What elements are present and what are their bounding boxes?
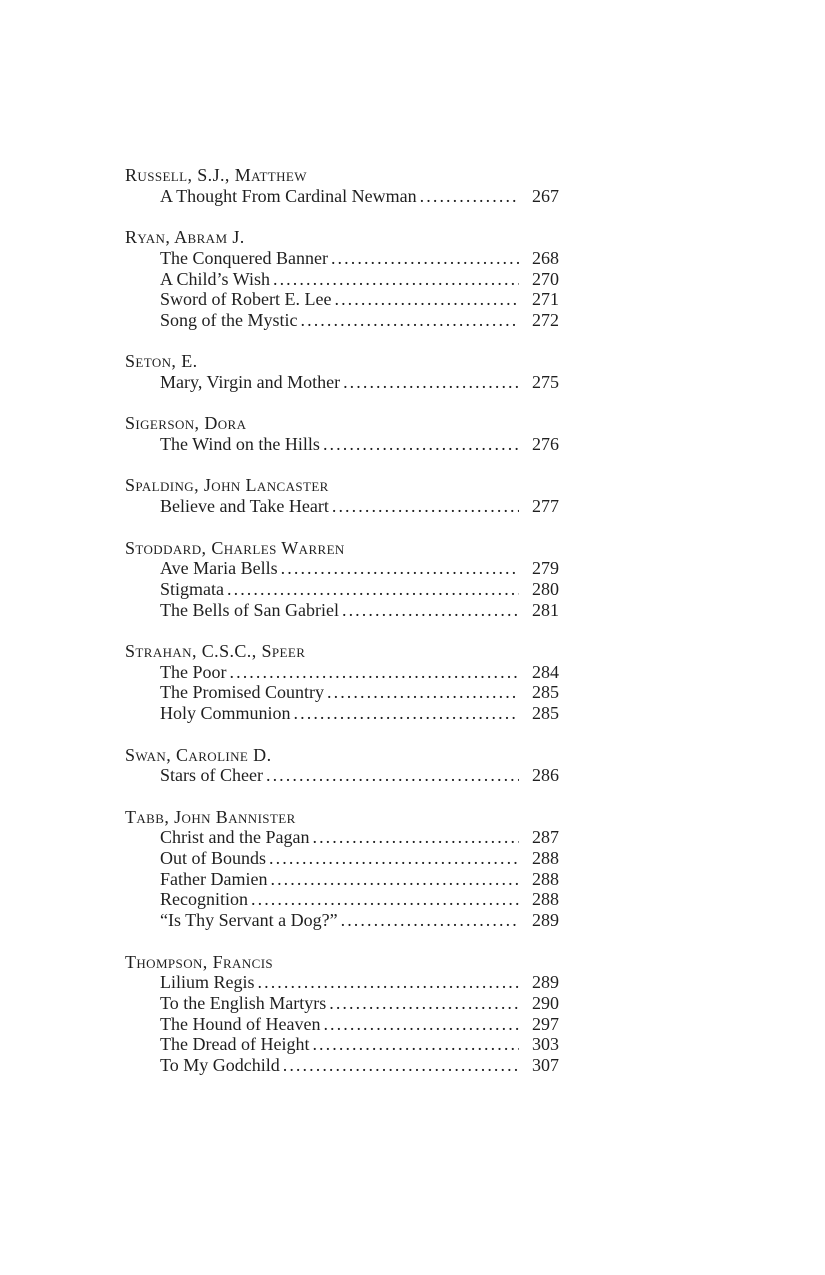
dot-leader [420,186,519,207]
entry-title: The Conquered Banner [160,247,328,268]
entry-list [125,558,559,620]
entry-page-number: 288 [532,868,559,889]
author-name: Ryan, Abram J. [125,227,245,248]
entry-title: Stars of Cheer [160,765,263,786]
toc-entry [125,869,559,890]
entry-title: Song of the Mystic [160,309,298,330]
entry-title: Ave Maria Bells [160,558,278,579]
dot-leader [329,993,519,1014]
entry-page-number: 303 [532,1034,559,1055]
toc-entry [125,1014,559,1035]
dot-leader [230,662,520,683]
entry-title: Recognition [160,889,248,910]
entry-list [125,662,559,724]
author-section [125,351,559,392]
entry-title: Stigmata [160,578,224,599]
author-section [125,807,559,931]
dot-leader [283,1055,519,1076]
toc-entry [125,496,559,517]
entry-page-number: 285 [532,682,559,703]
dot-leader [343,372,519,393]
dot-leader [342,600,519,621]
dot-leader [301,310,520,331]
entry-title: Christ and the Pagan [160,827,310,848]
entry-title: Father Damien [160,868,268,889]
dot-leader [331,248,519,269]
dot-leader [332,496,519,517]
toc-entry [125,1055,559,1076]
entry-page-number: 281 [532,599,559,620]
dot-leader [341,910,519,931]
entry-list [125,372,559,393]
entry-title: Believe and Take Heart [160,496,329,517]
entry-list [125,496,559,517]
entry-list [125,434,559,455]
author-name: Thompson, Francis [125,951,274,972]
entry-title: Mary, Virgin and Mother [160,372,341,392]
dot-leader [294,703,519,724]
author-section [125,641,559,724]
entry-list [125,765,559,786]
toc-entry [125,269,559,290]
author-section [125,475,559,516]
dot-leader [281,558,519,579]
author-name: Swan, Caroline D. [125,744,272,765]
entry-title: The Hound of Heaven [160,1013,321,1034]
dot-leader [273,269,519,290]
toc-entry [125,434,559,455]
entry-page-number: 270 [532,268,559,289]
entry-page-number: 287 [532,827,559,848]
entry-page-number: 275 [532,372,559,392]
toc-entry [125,1034,559,1055]
entry-page-number: 284 [532,661,559,682]
entry-title: Holy Communion [160,703,291,724]
toc-entry [125,662,559,683]
entry-title: Out of Bounds [160,848,267,869]
author-section [125,952,559,1076]
entry-title: Lilium Regis [160,972,255,993]
dot-leader [312,827,519,848]
toc-entry [125,186,559,207]
toc-entry [125,972,559,993]
toc-entry [125,289,559,310]
toc-entry [125,703,559,724]
entry-page-number: 271 [532,289,559,310]
author-section [125,165,559,206]
toc-entry [125,848,559,869]
entry-page-number: 288 [532,889,559,910]
entry-title: “Is Thy Servant a Dog?” [160,910,338,931]
dot-leader [327,682,519,703]
entry-title: The Bells of San Gabriel [160,599,339,620]
entry-title: The Poor [160,661,227,682]
toc-entry [125,310,559,331]
toc-entry [125,579,559,600]
author-section [125,227,559,331]
toc-entry [125,600,559,621]
dot-leader [258,972,520,993]
entry-page-number: 280 [532,578,559,599]
dot-leader [312,1034,519,1055]
entry-page-number: 290 [532,992,559,1013]
toc-entry [125,910,559,931]
author-name: Russell, S.J., Matthew [125,165,307,185]
dot-leader [266,765,519,786]
author-name: Stoddard, Charles Warren [125,537,345,558]
dot-leader [251,889,519,910]
dot-leader [270,869,519,890]
toc-entry [125,993,559,1014]
entry-title: A Thought From Cardinal Newman [160,185,417,206]
entry-page-number: 297 [532,1013,559,1034]
entry-page-number: 268 [532,247,559,268]
author-name: Sigerson, Dora [125,413,247,434]
author-name: Strahan, C.S.C., Speer [125,641,306,662]
entry-title: A Child’s Wish [160,268,270,289]
dot-leader [323,1014,519,1035]
author-name: Seton, E. [125,351,198,372]
entry-list [125,248,559,331]
dot-leader [269,848,519,869]
entry-page-number: 285 [532,703,559,724]
entry-page-number: 289 [532,910,559,931]
entry-title: To the English Martyrs [160,992,327,1013]
author-section [125,745,559,786]
entry-title: Sword of Robert E. Lee [160,289,332,310]
toc-entry [125,248,559,269]
author-name: Spalding, John Lancaster [125,475,329,496]
entry-page-number: 276 [532,434,559,455]
entry-page-number: 307 [532,1055,559,1076]
dot-leader [334,289,519,310]
entry-title: The Wind on the Hills [160,434,320,455]
dot-leader [227,579,519,600]
entry-page-number: 286 [532,765,559,786]
toc-entry [125,765,559,786]
entry-title: To My Godchild [160,1055,280,1076]
author-section [125,538,559,621]
entry-page-number: 279 [532,558,559,579]
dot-leader [323,434,519,455]
entry-list [125,972,559,1076]
index-of-authors [125,165,559,1076]
author-section [125,413,559,454]
toc-entry [125,827,559,848]
entry-page-number: 288 [532,848,559,869]
toc-entry [125,682,559,703]
entry-page-number: 277 [532,496,559,517]
author-name: Tabb, John Bannister [125,806,296,827]
entry-list [125,186,559,207]
entry-title: The Promised Country [160,682,324,703]
toc-entry [125,558,559,579]
toc-entry [125,889,559,910]
entry-page-number: 289 [532,972,559,993]
toc-entry [125,372,559,393]
entry-title: The Dread of Height [160,1034,310,1055]
entry-page-number: 272 [532,309,559,330]
entry-page-number: 267 [532,185,559,206]
entry-list [125,827,559,931]
